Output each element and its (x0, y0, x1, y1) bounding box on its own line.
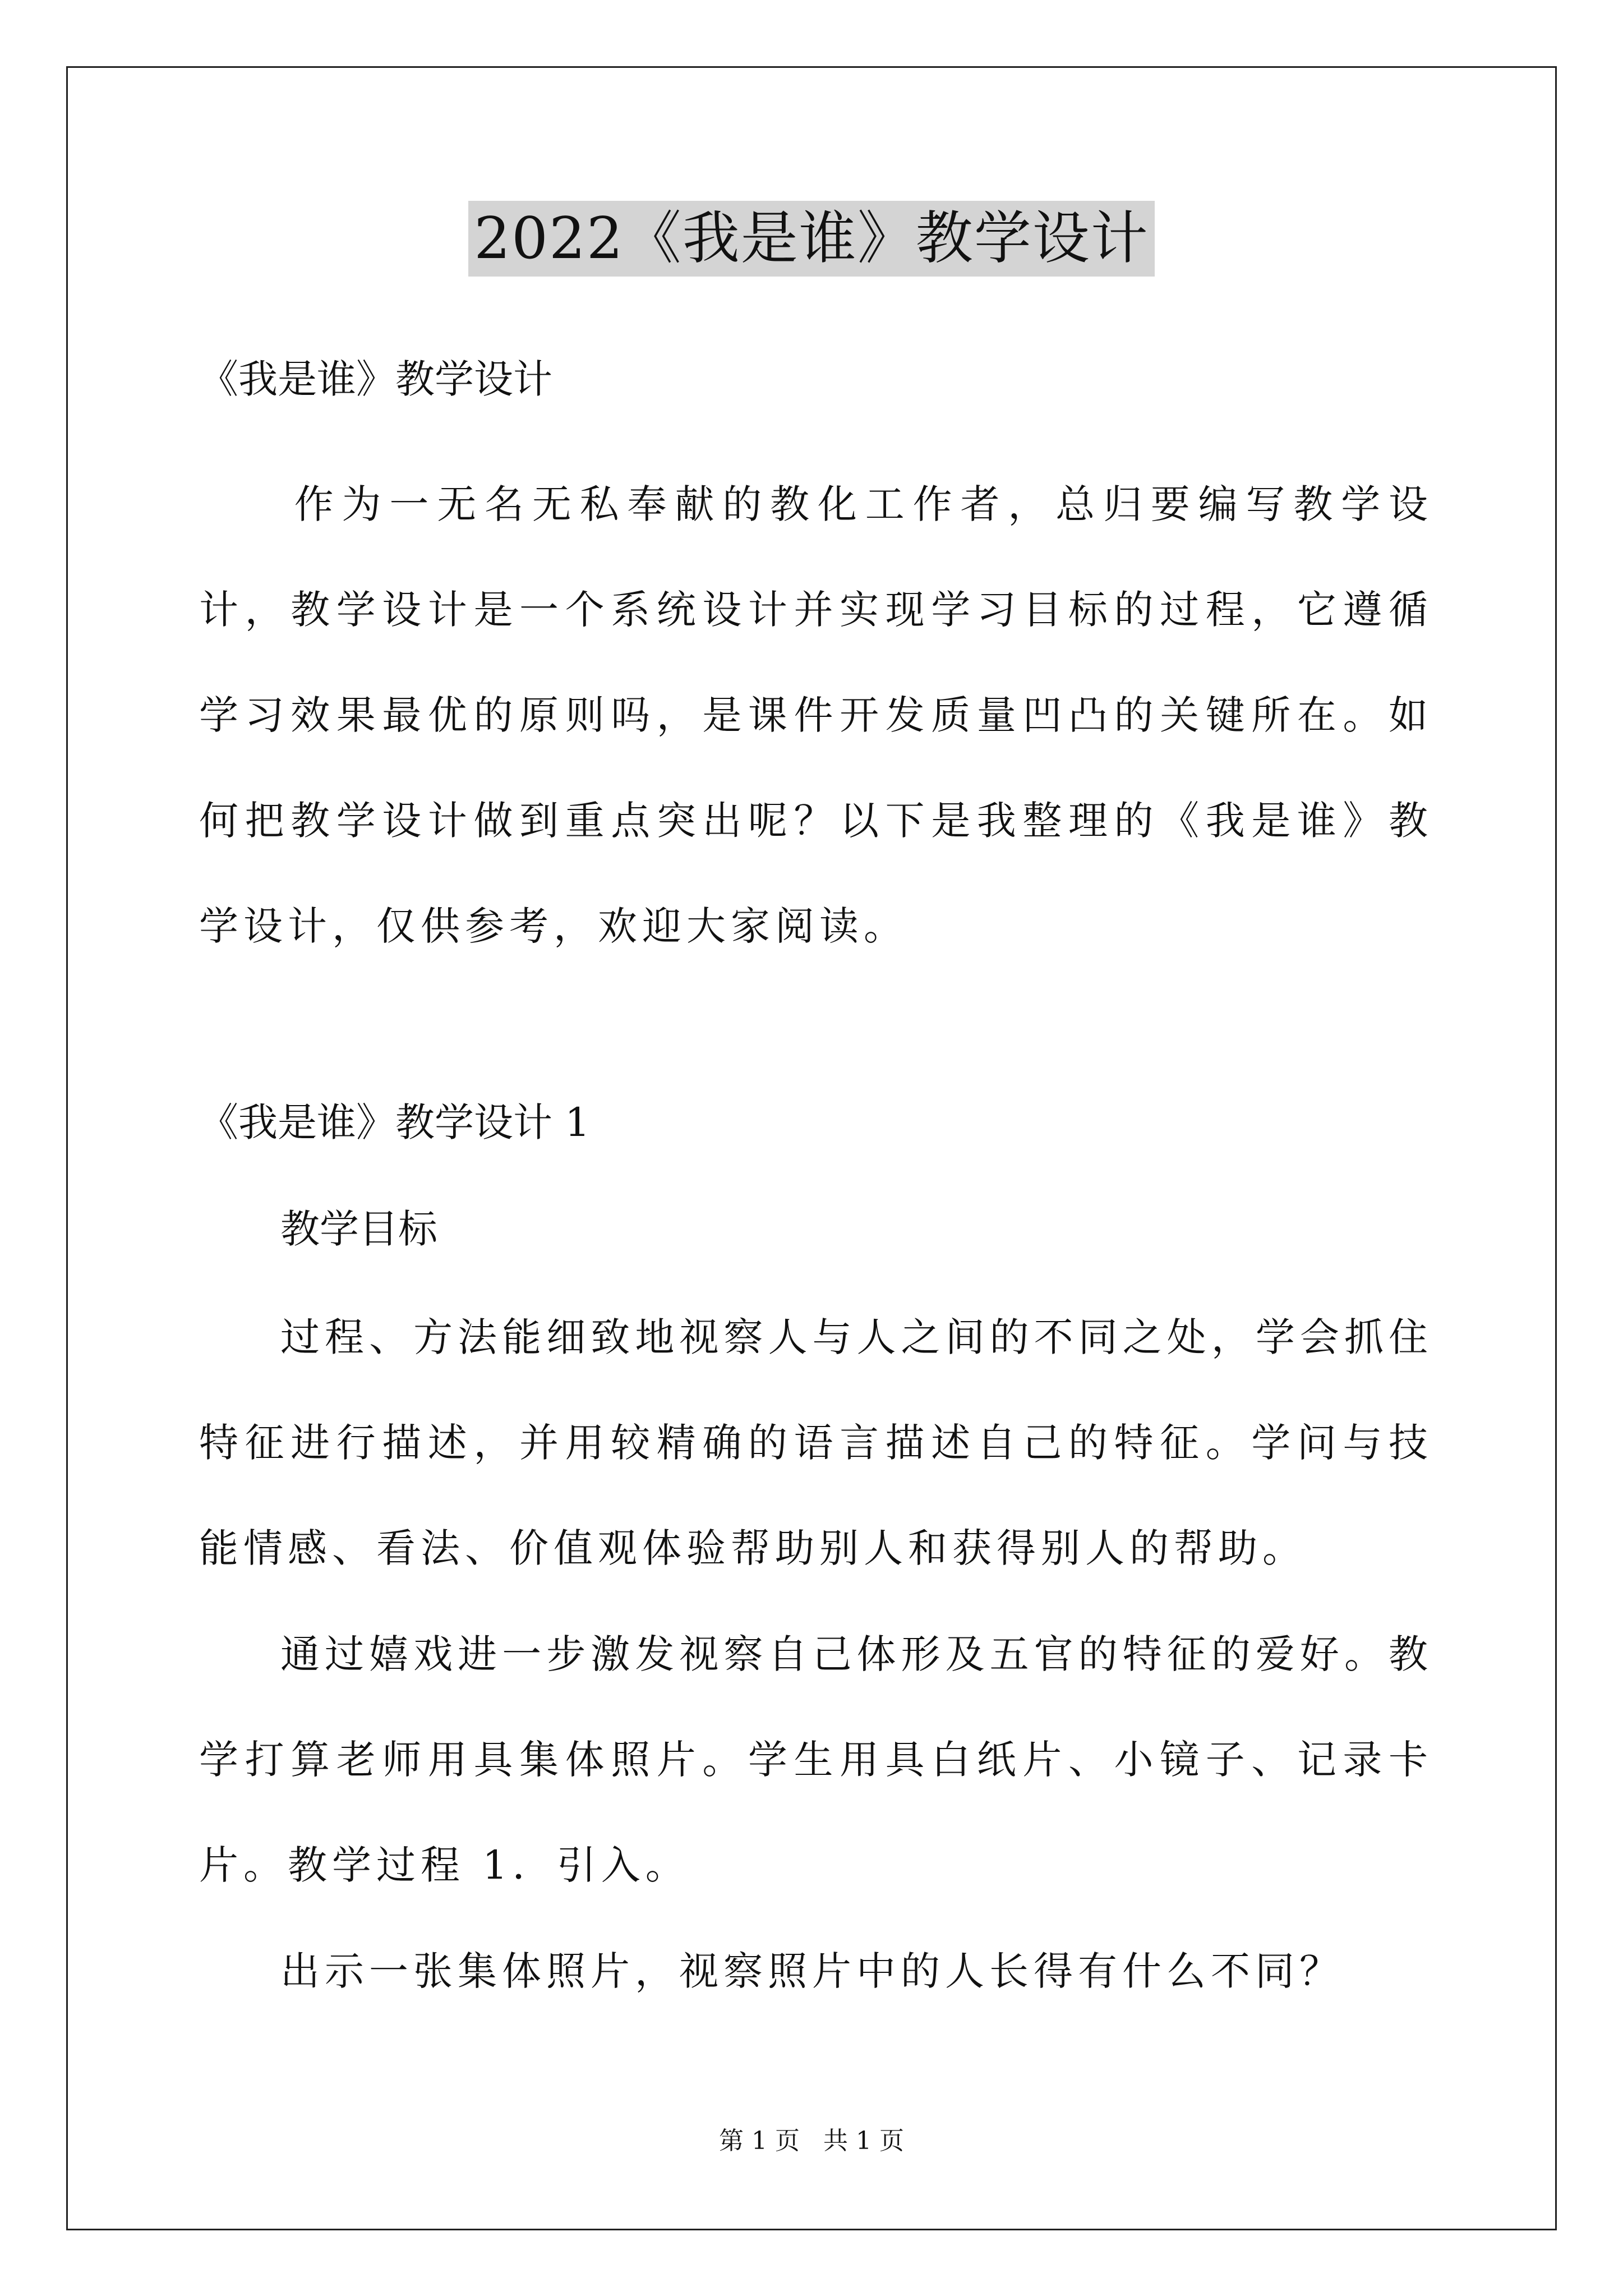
document-title: 2022《我是谁》教学设计 (468, 201, 1155, 277)
page-number: 第 1 页 (719, 2127, 800, 2155)
section-heading: 《我是谁》教学设计 1 (199, 1099, 590, 1145)
page-footer (0, 2124, 1623, 2158)
title-container (0, 201, 1623, 277)
body-paragraph-1: 过程、方法能细致地视察人与人之间的不同之处，学会抓住特征进行描述，并用较精确的语言描述自己的特征。学问与技能情感、看法、价值观体验帮助别人和获得别人的帮助。 (199, 1314, 1433, 1571)
body-paragraph-2: 通过嬉戏进一步激发视察自己体形及五官的特征的爱好。教学打算老师用具集体照片。学生用具白纸片、小镜子、记录卡片。教学过程 1．引入。 (199, 1631, 1433, 1888)
page-total: 共 1 页 (823, 2127, 904, 2155)
document-subtitle: 《我是谁》教学设计 (199, 356, 552, 402)
objective-label: 教学目标 (280, 1206, 437, 1252)
body-paragraph-3: 出示一张集体照片，视察照片中的人长得有什么不同？ (280, 1948, 1344, 1994)
intro-paragraph: 作为一无名无私奉献的教化工作者，总归要编写教学设计，教学设计是一个系统设计并实现学习目标的过程，它遵循学习效果最优的原则吗，是课件开发质量凹凸的关键所在。如何把教学设计做到重点突出呢？以下是我整理的《我是谁》教学设计，仅供参考，欢迎大家阅读。 (199, 481, 1433, 949)
